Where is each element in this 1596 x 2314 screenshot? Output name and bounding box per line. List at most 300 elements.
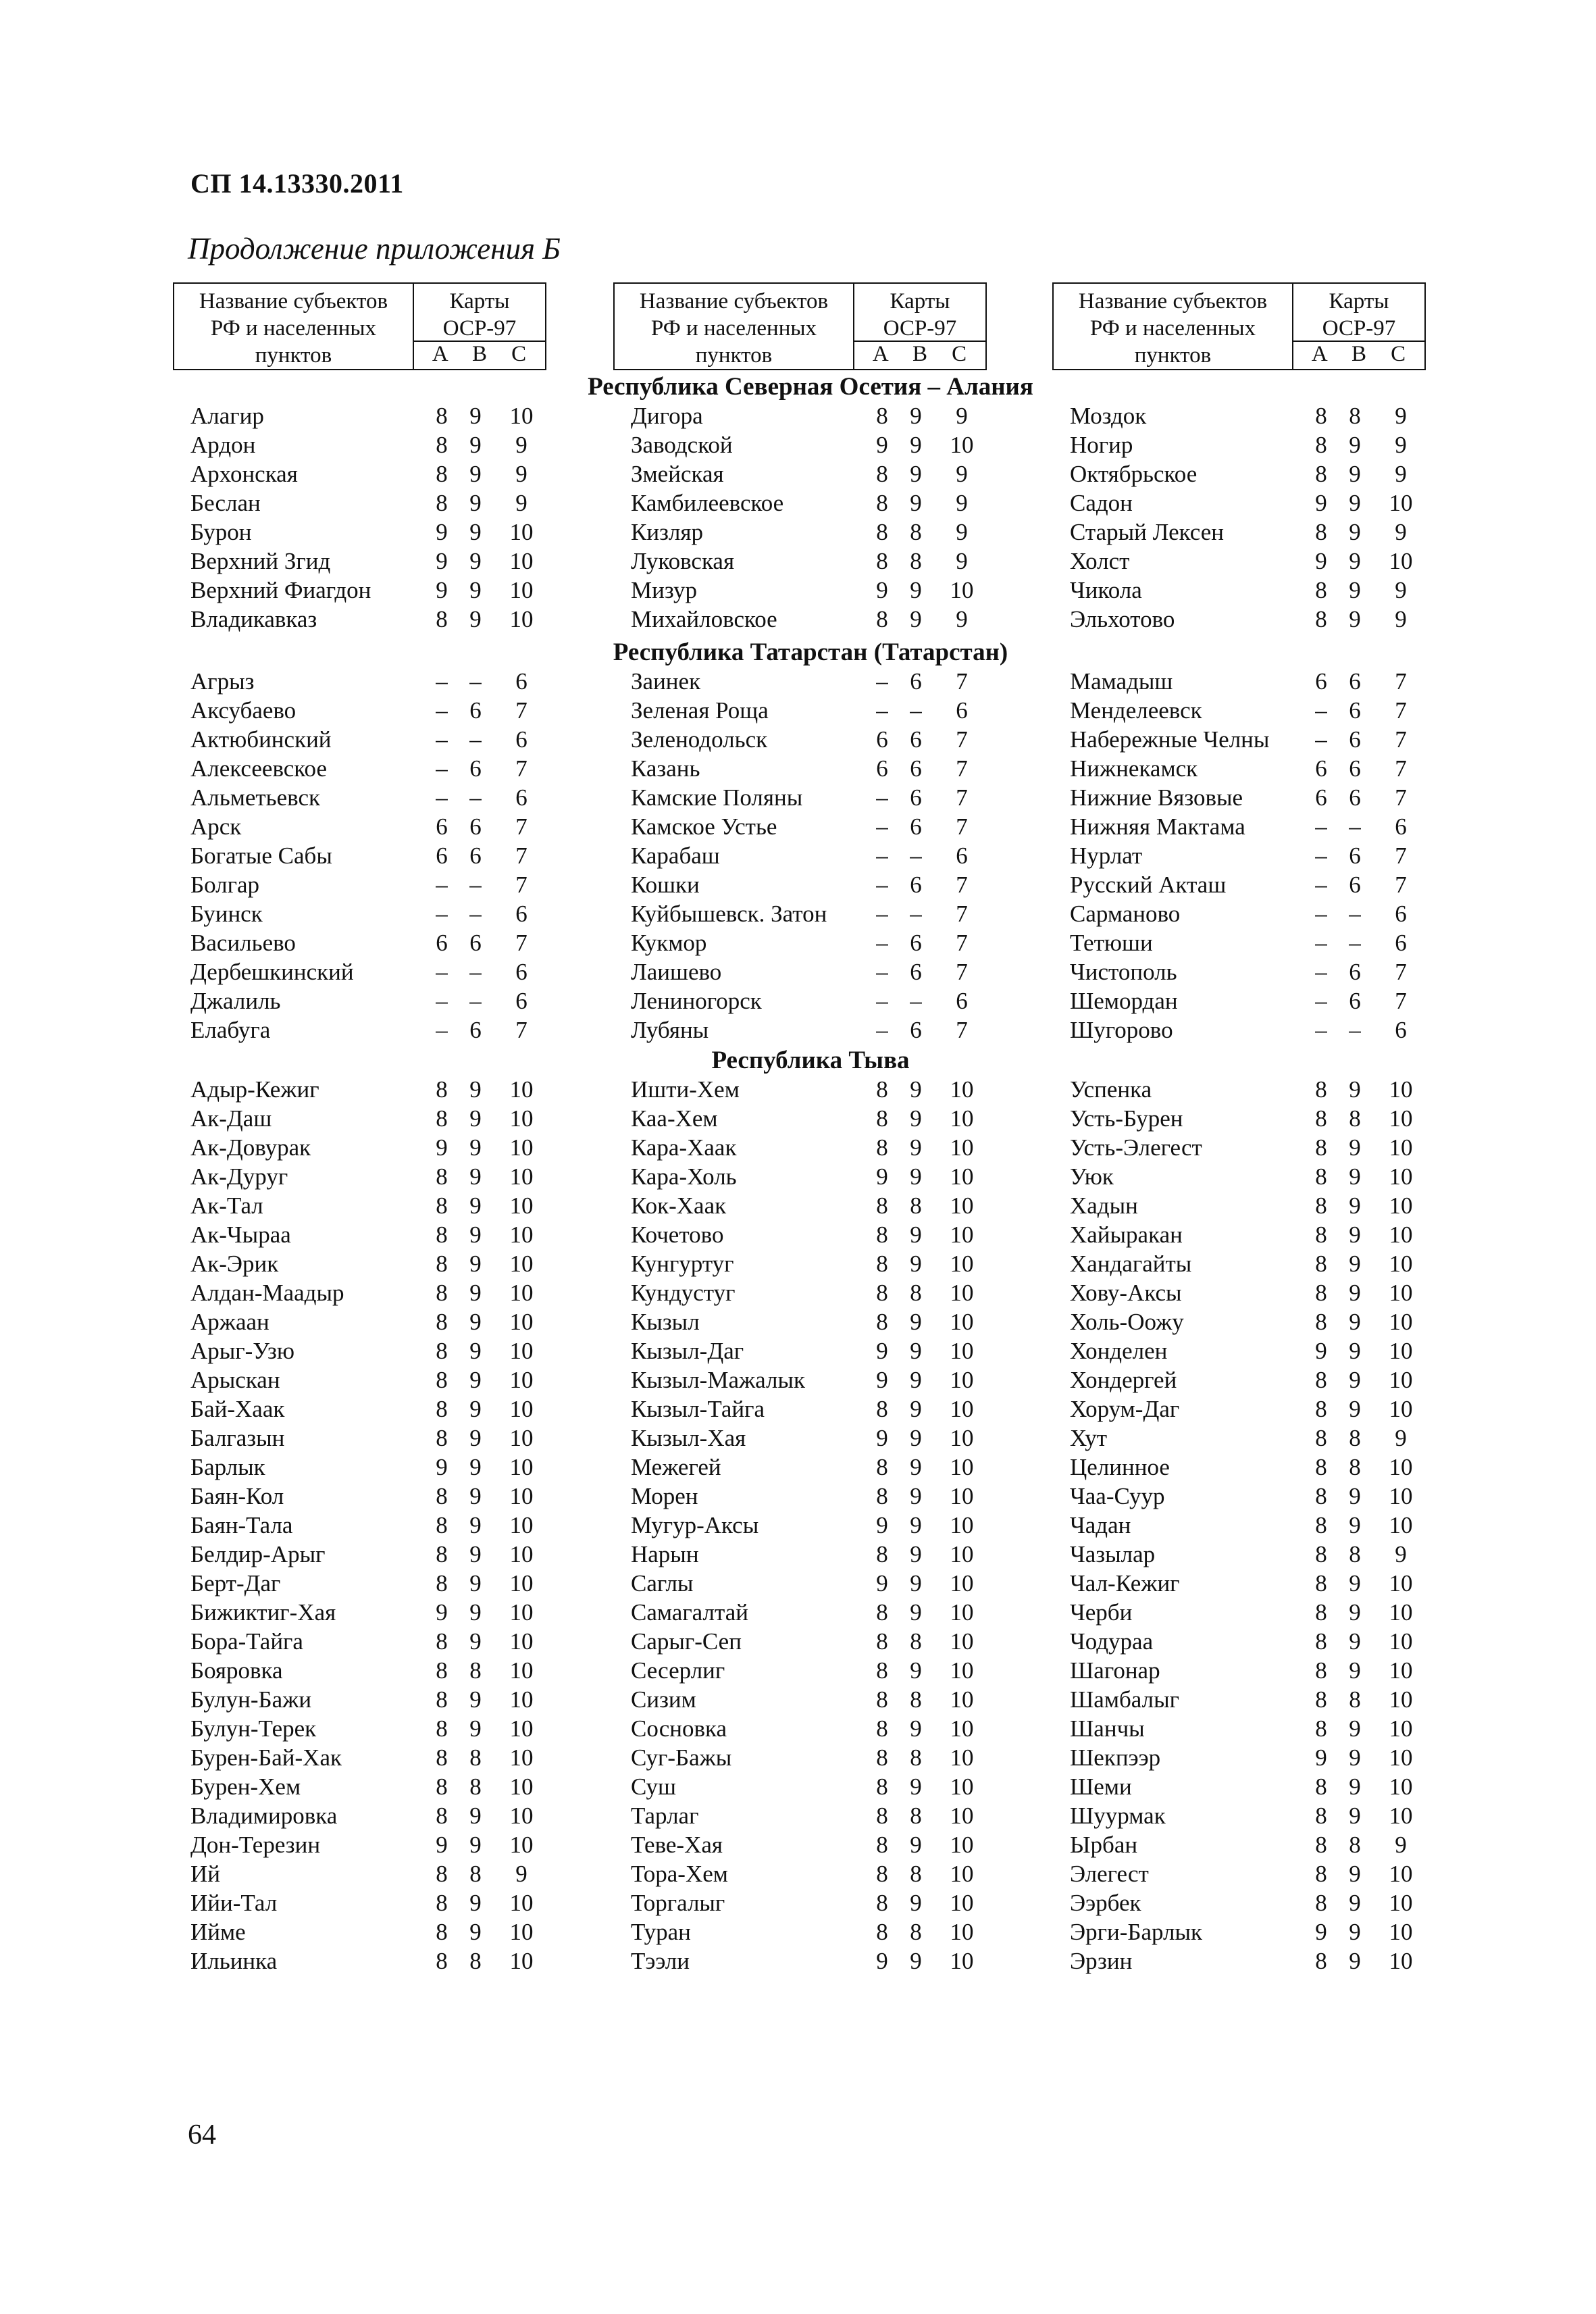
name-column-header — [1054, 284, 1293, 369]
map-b-value: 9 — [910, 577, 922, 603]
table-row — [1070, 1569, 1428, 1598]
map-c-value: 10 — [950, 1541, 974, 1567]
map-c-value: 10 — [1389, 1454, 1413, 1480]
map-b-value: 8 — [910, 519, 922, 545]
settlement-name: Хондергей — [1070, 1367, 1177, 1393]
map-b-value: 8 — [1349, 1454, 1361, 1480]
map-a-value: 9 — [876, 1512, 888, 1538]
map-a-value: 8 — [876, 1396, 888, 1422]
table-row — [631, 667, 989, 696]
table-row — [190, 1162, 548, 1191]
map-c-value: 10 — [509, 1919, 534, 1945]
map-c-value: 10 — [509, 1105, 534, 1132]
map-a-value: 8 — [1315, 577, 1327, 603]
map-c-value: 10 — [950, 1280, 974, 1306]
map-c-value: 10 — [509, 1803, 534, 1829]
map-c-value: 10 — [950, 1338, 974, 1364]
table-row — [190, 1569, 548, 1598]
settlement-name: Уюк — [1070, 1163, 1114, 1190]
map-b-value: 9 — [910, 1541, 922, 1567]
settlement-name: Ишти-Хем — [631, 1076, 740, 1103]
table-row — [190, 1656, 548, 1685]
settlement-name: Алексеевское — [190, 755, 327, 782]
map-a-value: 9 — [1315, 548, 1327, 574]
settlement-name: Набережные Челны — [1070, 726, 1270, 753]
map-a-value: 8 — [876, 1686, 888, 1713]
map-b-value: 6 — [1349, 697, 1361, 724]
map-c-value: 7 — [1395, 959, 1407, 985]
map-b-value: – — [910, 901, 922, 927]
map-a-value: 6 — [436, 842, 448, 869]
map-b-value: 9 — [910, 1309, 922, 1335]
map-c-value: 10 — [950, 1919, 974, 1945]
map-b-value: – — [910, 988, 922, 1014]
map-a-value: 8 — [876, 1628, 888, 1655]
map-b-value: 9 — [469, 548, 482, 574]
map-b-value: 9 — [1349, 1919, 1361, 1945]
map-c-value: 10 — [1389, 1163, 1413, 1190]
map-a-value: 8 — [1315, 403, 1327, 429]
map-b-value: 8 — [910, 1919, 922, 1945]
table-row — [1070, 1191, 1428, 1220]
table-row — [631, 1685, 989, 1714]
map-a-value: 8 — [436, 1861, 448, 1887]
map-c-value: 7 — [1395, 755, 1407, 782]
table-row — [1070, 1482, 1428, 1511]
map-b-value: 9 — [469, 1280, 482, 1306]
map-c-value: 10 — [950, 1599, 974, 1626]
map-c-value: 7 — [515, 930, 527, 956]
table-row — [1070, 576, 1428, 605]
map-b-value: 6 — [1349, 726, 1361, 753]
settlement-name: Баян-Кол — [190, 1483, 284, 1509]
table-row — [190, 1220, 548, 1249]
map-a-value: 8 — [1315, 1541, 1327, 1567]
map-a-value: 8 — [436, 403, 448, 429]
map-a-value: 8 — [436, 1251, 448, 1277]
map-b-value: 9 — [469, 1222, 482, 1248]
map-b-label: В — [912, 342, 927, 366]
map-a-value: 8 — [436, 1280, 448, 1306]
map-a-value: 8 — [876, 606, 888, 632]
table-row — [631, 1307, 989, 1336]
table-row — [190, 1540, 548, 1569]
map-c-value: 10 — [950, 1367, 974, 1393]
table-row — [190, 696, 548, 725]
map-a-value: 8 — [876, 1134, 888, 1161]
table-row — [190, 488, 548, 518]
settlement-name: Мугур-Аксы — [631, 1512, 759, 1538]
settlement-name: Кара-Холь — [631, 1163, 737, 1190]
map-b-value: – — [469, 726, 482, 753]
settlement-name: Эльхотово — [1070, 606, 1175, 632]
table-row — [1070, 1075, 1428, 1104]
map-a-value: 8 — [436, 1192, 448, 1219]
map-c-value: 7 — [1395, 784, 1407, 811]
map-c-value: 10 — [950, 1628, 974, 1655]
map-b-value: 9 — [469, 1192, 482, 1219]
column-header-1 — [173, 282, 546, 370]
map-b-value: 9 — [1349, 1192, 1361, 1219]
map-a-value: – — [876, 668, 888, 695]
map-c-value: 10 — [1389, 1715, 1413, 1742]
map-c-value: 9 — [956, 519, 968, 545]
settlement-name: Межегей — [631, 1454, 721, 1480]
table-row — [190, 518, 548, 547]
map-a-value: 8 — [1315, 1076, 1327, 1103]
map-b-value: 6 — [910, 755, 922, 782]
map-a-value: – — [1315, 813, 1327, 840]
map-c-value: 10 — [950, 1686, 974, 1713]
settlement-name: Дербешкинский — [190, 959, 354, 985]
table-row — [1070, 754, 1428, 783]
table-row — [631, 928, 989, 957]
settlement-name: Ак-Дуруг — [190, 1163, 288, 1190]
settlement-name: Целинное — [1070, 1454, 1170, 1480]
map-c-value: 10 — [1389, 1774, 1413, 1800]
map-c-value: 10 — [509, 1686, 534, 1713]
settlement-name: Чал-Кежиг — [1070, 1570, 1180, 1596]
map-b-value: 9 — [469, 1832, 482, 1858]
map-c-value: 10 — [950, 1105, 974, 1132]
map-b-value: 9 — [910, 461, 922, 487]
settlement-name: Садон — [1070, 490, 1133, 516]
map-b-value: 9 — [469, 1541, 482, 1567]
map-c-value: 10 — [950, 1425, 974, 1451]
map-c-value: 6 — [1395, 1017, 1407, 1043]
table-row — [190, 1743, 548, 1772]
settlement-name: Хадын — [1070, 1192, 1138, 1219]
map-b-value: 8 — [1349, 1105, 1361, 1132]
map-b-value: 6 — [1349, 959, 1361, 985]
table-row — [631, 725, 989, 754]
settlement-name: Хут — [1070, 1425, 1107, 1451]
settlement-name: Васильево — [190, 930, 296, 956]
table-row — [631, 1859, 989, 1888]
settlement-name: Ак-Чыраа — [190, 1222, 291, 1248]
map-a-value: – — [876, 784, 888, 811]
map-c-value: 10 — [950, 1222, 974, 1248]
map-b-value: 9 — [910, 606, 922, 632]
map-a-value: – — [876, 842, 888, 869]
settlement-name: Кизляр — [631, 519, 703, 545]
map-b-value: 8 — [910, 1192, 922, 1219]
table-row — [190, 957, 548, 986]
settlement-name: Нижние Вязовые — [1070, 784, 1243, 811]
table-row — [190, 401, 548, 430]
table-row — [1070, 1394, 1428, 1424]
map-c-value: 10 — [950, 1309, 974, 1335]
settlement-name: Кызыл — [631, 1309, 700, 1335]
map-c-value: 6 — [515, 959, 527, 985]
settlement-name: Болгар — [190, 872, 259, 898]
settlement-name: Шамбалыг — [1070, 1686, 1179, 1713]
settlement-name: Мамадыш — [1070, 668, 1173, 695]
map-b-value: 9 — [1349, 1396, 1361, 1422]
map-b-value: 9 — [1349, 1222, 1361, 1248]
map-a-value: 8 — [1315, 1483, 1327, 1509]
map-c-value: 10 — [950, 1744, 974, 1771]
settlement-name: Чикола — [1070, 577, 1142, 603]
map-a-value: – — [876, 988, 888, 1014]
map-b-value: – — [469, 959, 482, 985]
map-c-value: 7 — [515, 697, 527, 724]
map-c-value: 9 — [956, 490, 968, 516]
settlement-name: Заинек — [631, 668, 701, 695]
table-row — [1070, 899, 1428, 928]
map-b-value: – — [1349, 901, 1361, 927]
map-b-value: 6 — [910, 726, 922, 753]
table-row — [631, 1394, 989, 1424]
settlement-name: Арыскан — [190, 1367, 280, 1393]
table-row — [190, 783, 548, 812]
map-a-value: 8 — [1315, 1686, 1327, 1713]
map-a-value: 9 — [1315, 1338, 1327, 1364]
map-a-value: 8 — [1315, 1657, 1327, 1684]
map-a-value: 8 — [1315, 1396, 1327, 1422]
settlement-name: Чаа-Суур — [1070, 1483, 1165, 1509]
map-c-value: 6 — [515, 901, 527, 927]
map-c-value: 10 — [950, 1076, 974, 1103]
map-c-value: 10 — [509, 1076, 534, 1103]
map-b-value: 9 — [910, 1454, 922, 1480]
settlement-name: Бурен-Хем — [190, 1774, 301, 1800]
map-c-value: 10 — [509, 1715, 534, 1742]
map-c-value: 7 — [1395, 697, 1407, 724]
map-b-value: 9 — [1349, 1599, 1361, 1626]
settlement-name: Ильинка — [190, 1948, 278, 1974]
header-text-line: РФ и населенных — [650, 316, 817, 341]
map-c-value: 9 — [1395, 1832, 1407, 1858]
settlement-name: Кок-Хаак — [631, 1192, 727, 1219]
settlement-name: Ак-Эрик — [190, 1251, 279, 1277]
table-row — [631, 1772, 989, 1801]
settlement-name: Холь-Оожу — [1070, 1309, 1184, 1335]
settlement-name: Сосновка — [631, 1715, 727, 1742]
map-b-value: 6 — [910, 930, 922, 956]
table-row — [1070, 1598, 1428, 1627]
map-a-value: – — [436, 726, 448, 753]
table-row — [631, 1830, 989, 1859]
map-a-value: 8 — [876, 1076, 888, 1103]
map-c-value: 10 — [1389, 1948, 1413, 1974]
map-c-value: 10 — [509, 1163, 534, 1190]
map-b-value: – — [469, 901, 482, 927]
table-row — [631, 1801, 989, 1830]
map-c-value: 10 — [950, 577, 974, 603]
map-c-value: 9 — [956, 548, 968, 574]
section-title: Республика Северная Осетия – Алания — [588, 373, 1033, 401]
settlement-name: Хову-Аксы — [1070, 1280, 1182, 1306]
table-row — [1070, 1714, 1428, 1743]
map-c-value: 10 — [1389, 1599, 1413, 1626]
map-a-value: 8 — [1315, 432, 1327, 458]
map-a-value: 8 — [1315, 1309, 1327, 1335]
settlement-name: Адыр-Кежиг — [190, 1076, 319, 1103]
settlement-name: Альметьевск — [190, 784, 321, 811]
map-c-value: 10 — [509, 1832, 534, 1858]
map-c-value: 10 — [950, 1163, 974, 1190]
map-b-value: 9 — [1349, 1338, 1361, 1364]
map-b-value: 9 — [469, 1454, 482, 1480]
map-c-value: 10 — [509, 1192, 534, 1219]
map-a-value: 8 — [876, 1744, 888, 1771]
map-b-value: – — [1349, 813, 1361, 840]
map-c-value: 10 — [509, 1454, 534, 1480]
table-row — [190, 576, 548, 605]
map-a-value: – — [1315, 1017, 1327, 1043]
map-a-value: 9 — [436, 577, 448, 603]
map-b-value: 6 — [1349, 842, 1361, 869]
map-c-value: 9 — [956, 403, 968, 429]
map-b-value: 6 — [469, 755, 482, 782]
header-text-line: РФ и населенных — [210, 316, 377, 341]
map-c-value: 10 — [509, 1134, 534, 1161]
settlement-name: Богатые Сабы — [190, 842, 332, 869]
table-row — [190, 841, 548, 870]
table-row — [1070, 1801, 1428, 1830]
settlement-name: Самагалтай — [631, 1599, 748, 1626]
map-c-value: 10 — [509, 548, 534, 574]
map-c-value: 9 — [515, 490, 527, 516]
map-a-value: 9 — [436, 548, 448, 574]
table-row — [190, 1801, 548, 1830]
map-b-value: 9 — [469, 1134, 482, 1161]
settlement-name: Лаишево — [631, 959, 722, 985]
map-c-value: 10 — [1389, 548, 1413, 574]
header-text-line: пунктов — [695, 343, 773, 368]
table-row — [1070, 1772, 1428, 1801]
settlement-name: Чадан — [1070, 1512, 1131, 1538]
map-a-value: 6 — [1315, 755, 1327, 782]
table-row — [1070, 1540, 1428, 1569]
settlement-name: Чодураа — [1070, 1628, 1154, 1655]
table-row — [190, 1104, 548, 1133]
map-a-value: 9 — [1315, 1744, 1327, 1771]
map-c-value: 9 — [956, 606, 968, 632]
map-b-value: 6 — [910, 813, 922, 840]
map-b-value: – — [1349, 1017, 1361, 1043]
table-row — [631, 1917, 989, 1946]
map-a-value: 8 — [436, 1222, 448, 1248]
map-c-value: 10 — [509, 1251, 534, 1277]
map-b-value: 9 — [1349, 1483, 1361, 1509]
map-b-value: 9 — [910, 1483, 922, 1509]
table-row — [1070, 696, 1428, 725]
table-row — [631, 754, 989, 783]
settlement-name: Лубяны — [631, 1017, 709, 1043]
table-row — [190, 1946, 548, 1976]
settlement-name: Хайыракан — [1070, 1222, 1183, 1248]
map-c-value: 10 — [1389, 1483, 1413, 1509]
map-b-value: 8 — [910, 1628, 922, 1655]
section-title: Республика Татарстан (Татарстан) — [613, 638, 1008, 666]
map-c-value: 7 — [956, 930, 968, 956]
map-a-value: 8 — [436, 461, 448, 487]
map-c-value: 10 — [1389, 1570, 1413, 1596]
settlement-name: Нижнекамск — [1070, 755, 1198, 782]
table-row — [631, 401, 989, 430]
table-row — [190, 667, 548, 696]
map-c-value: 10 — [950, 1396, 974, 1422]
settlement-name: Казань — [631, 755, 700, 782]
map-c-value: 10 — [509, 1890, 534, 1916]
map-a-value: 8 — [876, 1454, 888, 1480]
map-a-value: 8 — [876, 403, 888, 429]
table-row — [631, 1453, 989, 1482]
map-b-value: 9 — [910, 1715, 922, 1742]
table-row — [190, 1772, 548, 1801]
settlement-name: Архонская — [190, 461, 298, 487]
table-row — [190, 1685, 548, 1714]
map-b-value: 6 — [1349, 872, 1361, 898]
map-c-value: 10 — [1389, 1192, 1413, 1219]
map-c-value: 10 — [509, 1570, 534, 1596]
map-c-value: 7 — [956, 668, 968, 695]
table-row — [190, 899, 548, 928]
table-row — [190, 1917, 548, 1946]
map-b-value: 6 — [469, 930, 482, 956]
settlement-name: Тарлаг — [631, 1803, 699, 1829]
map-c-value: 7 — [515, 813, 527, 840]
map-a-value: 8 — [1315, 1832, 1327, 1858]
settlement-name: Михайловское — [631, 606, 777, 632]
map-b-value: 8 — [469, 1744, 482, 1771]
settlement-name: Дигора — [631, 403, 703, 429]
table-row — [1070, 1365, 1428, 1394]
map-b-value: 9 — [469, 432, 482, 458]
header-text-line: Карты — [449, 289, 510, 313]
map-a-value: 8 — [1315, 1861, 1327, 1887]
settlement-name: Чистополь — [1070, 959, 1177, 985]
table-row — [1070, 1133, 1428, 1162]
table-row — [631, 1191, 989, 1220]
settlement-name: Змейская — [631, 461, 724, 487]
settlement-name: Эрги-Барлык — [1070, 1919, 1203, 1945]
map-a-value: 9 — [436, 519, 448, 545]
map-c-value: 10 — [1389, 1222, 1413, 1248]
map-c-value: 7 — [956, 901, 968, 927]
table-row — [1070, 1830, 1428, 1859]
map-c-value: 10 — [950, 1948, 974, 1974]
map-b-value: 9 — [1349, 606, 1361, 632]
map-b-value: 8 — [1349, 1541, 1361, 1567]
map-c-value: 7 — [956, 959, 968, 985]
table-row — [631, 1656, 989, 1685]
settlement-name: Берт-Даг — [190, 1570, 281, 1596]
table-row — [1070, 1656, 1428, 1685]
table-row — [190, 1859, 548, 1888]
map-b-value: 9 — [910, 1338, 922, 1364]
table-row — [631, 1104, 989, 1133]
map-b-value: 9 — [469, 1309, 482, 1335]
header-text-line: Название субъектов — [1078, 289, 1268, 313]
map-c-value: 9 — [956, 461, 968, 487]
map-c-value: 10 — [950, 1192, 974, 1219]
map-c-value: 10 — [950, 1803, 974, 1829]
map-a-label: А — [1311, 342, 1328, 366]
table-row — [190, 1307, 548, 1336]
map-a-value: – — [1315, 959, 1327, 985]
map-a-value: – — [436, 697, 448, 724]
map-b-value: 9 — [1349, 1251, 1361, 1277]
map-a-value: 6 — [1315, 668, 1327, 695]
map-a-value: – — [436, 784, 448, 811]
settlement-name: Карабаш — [631, 842, 720, 869]
table-row — [1070, 812, 1428, 841]
map-a-value: 8 — [876, 1222, 888, 1248]
table-row — [631, 430, 989, 459]
